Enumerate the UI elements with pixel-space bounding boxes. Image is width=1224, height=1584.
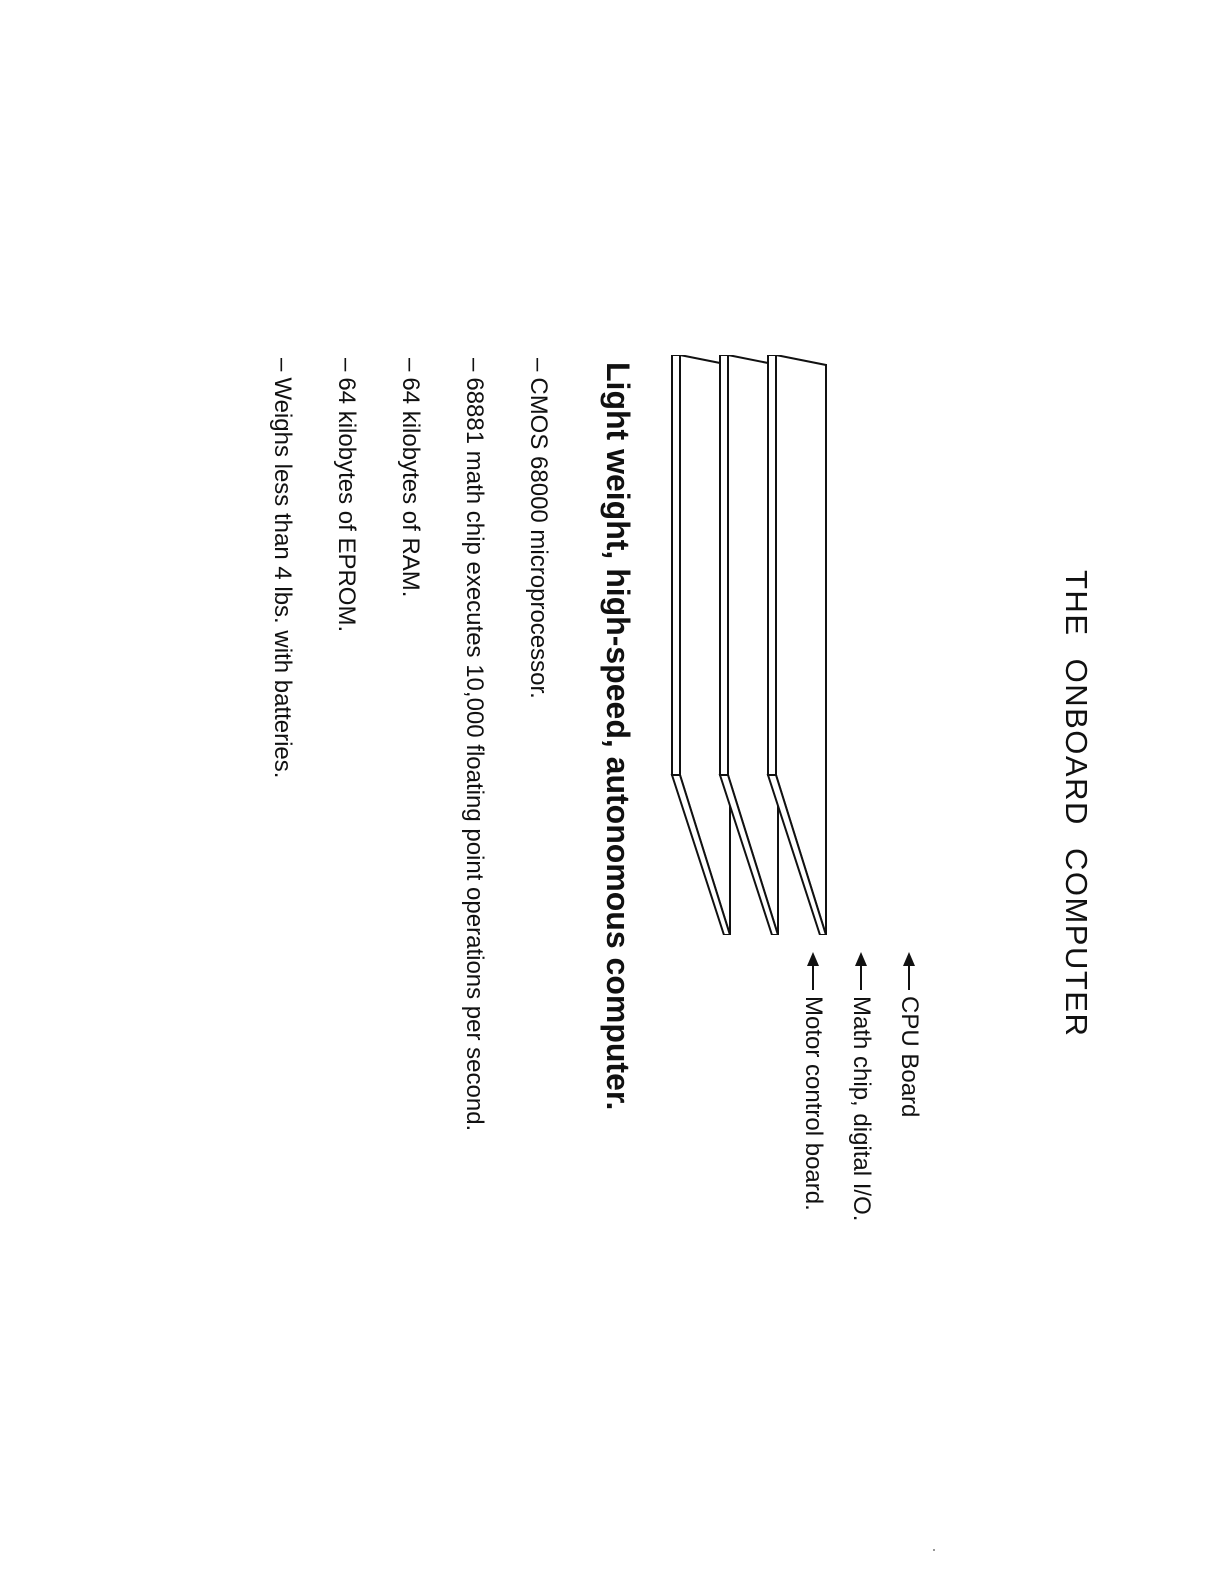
left-arrow-icon [854, 952, 868, 990]
feature-text: 64 kilobytes of EPROM. [333, 377, 360, 633]
board-label-math-text: Math chip, digital I/O. [848, 996, 876, 1222]
headline: Light weight, high-speed, autonomous computer. [600, 362, 636, 1111]
bullet-dash: – [461, 358, 488, 372]
left-arrow-icon [806, 952, 820, 990]
bullet-dash: – [397, 358, 424, 372]
bullet-dash: – [525, 358, 552, 372]
list-item [522, 358, 554, 1131]
scan-speck [933, 1549, 935, 1551]
bullet-dash: – [333, 358, 360, 372]
list-item [458, 358, 490, 1131]
feature-text: CMOS 68000 microprocessor. [525, 377, 552, 699]
feature-list [234, 358, 554, 1131]
board-label-math [847, 952, 876, 1221]
bullet-dash: – [269, 358, 296, 372]
feature-text: 68881 math chip executes 10,000 floating point operations per second. [461, 377, 488, 1132]
board-label-motor [799, 952, 828, 1211]
board-label-cpu [895, 952, 924, 1117]
feature-text: Weighs less than 4 lbs. with batteries. [269, 377, 296, 779]
left-arrow-icon [902, 952, 916, 990]
page-title: THE ONBOARD COMPUTER [1059, 570, 1094, 1038]
board-label-motor-text: Motor control board. [800, 996, 828, 1211]
list-item [330, 358, 362, 1131]
feature-text: 64 kilobytes of RAM. [397, 377, 424, 598]
list-item [394, 358, 426, 1131]
board-stack-diagram [664, 355, 924, 935]
list-item [266, 358, 298, 1131]
board-label-cpu-text: CPU Board [896, 996, 924, 1118]
